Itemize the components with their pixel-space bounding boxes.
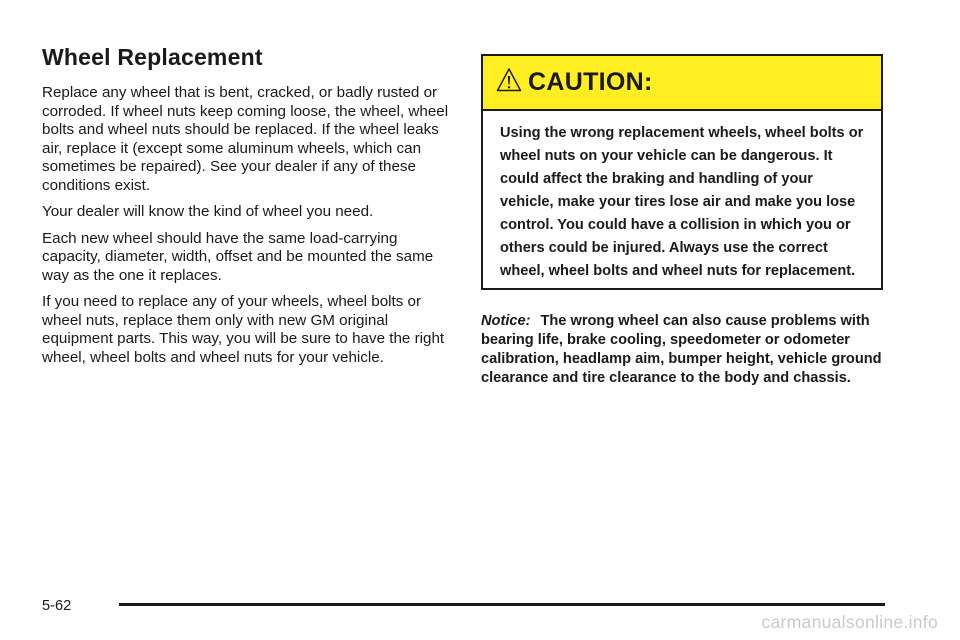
paragraph-replace-wheel: Replace any wheel that is bent, cracked, or badly rusted or corroded. If wheel nuts keep coming loose, the wheel, wheel bolts and wheel nuts should be replaced. If the wheel leaks air, replace it (except some aluminum wheels, which can sometimes be repaired). See your dealer if any of these conditions exist. (42, 84, 449, 194)
notice-label: Notice: (481, 313, 531, 329)
watermark: carmanualsonline.info (761, 612, 938, 632)
caution-text: Using the wrong replacement wheels, wheel bolts or wheel nuts on your vehicle can be dangerous. It could affect the braking and handling of your vehicle, make your tires lose air and make you lose control. You could have a collision in which you or others could be injured. Always use the correct wheel, wheel bolts and wheel nuts for replacement. (500, 125, 864, 279)
warning-triangle-icon (496, 67, 522, 93)
notice-text: The wrong wheel can also cause problems with bearing life, brake cooling, speedometer or odometer calibration, headlamp aim, bumper height, vehicle ground clearance and tire clearance to the body and chassis. (481, 313, 882, 386)
body-text (42, 84, 452, 375)
page-number: 5-62 (42, 598, 72, 614)
paragraph-dealer-knows: Your dealer will know the kind of wheel you need. (42, 203, 374, 220)
footer-rule (119, 603, 885, 606)
page-title: Wheel Replacement (42, 44, 263, 70)
paragraph-gm-parts: If you need to replace any of your wheels, wheel bolts or wheel nuts, replace them only with new GM original equipment parts. This way, you will be sure to have the right wheel, wheel bolts and wheel nuts for your vehicle. (42, 293, 445, 366)
caution-box (481, 54, 883, 290)
paragraph-same-specs: Each new wheel should have the same load-carrying capacity, diameter, width, offset and be mounted the same way as the one it replaces. (42, 229, 434, 284)
notice (481, 312, 891, 388)
caution-header (483, 56, 881, 111)
caution-title: CAUTION: (528, 68, 653, 96)
